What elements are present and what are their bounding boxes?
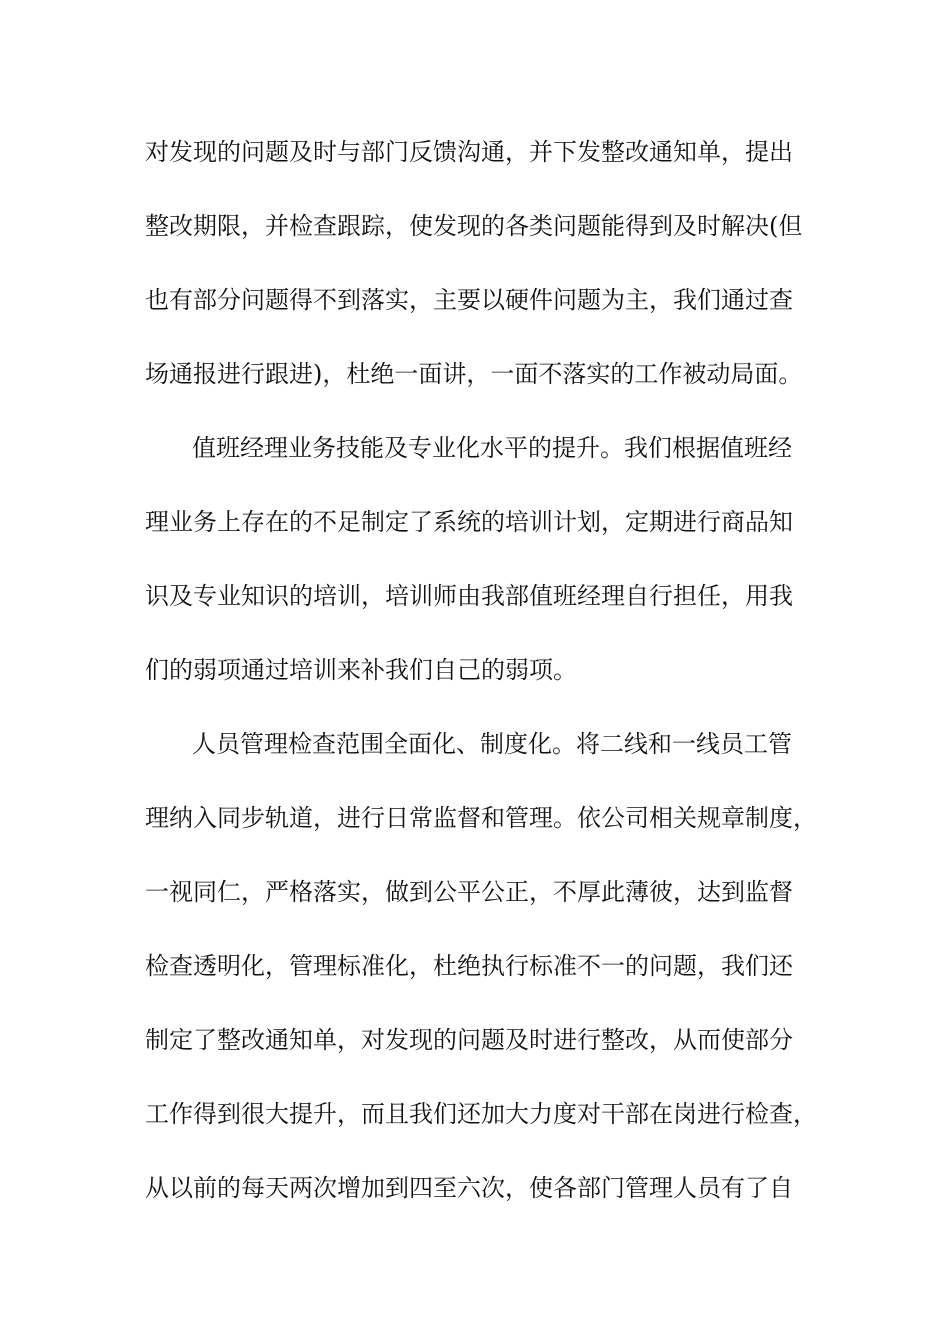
paragraph-line: 识及专业知识的培训，培训师由我部值班经理自行担任，用我 <box>145 582 793 610</box>
paragraph-line: 理纳入同步轨道，进行日常监督和管理。依公司相关规章制度， <box>145 804 817 832</box>
paragraph-line: 制定了整改通知单，对发现的问题及时进行整改，从而使部分 <box>145 1026 793 1054</box>
paragraph-line: 检查透明化，管理标准化，杜绝执行标准不一的问题，我们还 <box>145 952 793 980</box>
paragraph-line: 一视同仁，严格落实，做到公平公正，不厚此薄彼，达到监督 <box>145 878 793 906</box>
paragraph-line: 从以前的每天两次增加到四至六次，使各部门管理人员有了自 <box>145 1174 793 1202</box>
paragraph-line: 工作得到很大提升，而且我们还加大力度对干部在岗进行检查， <box>145 1100 817 1128</box>
paragraph-line: 值班经理业务技能及专业化水平的提升。我们根据值班经 <box>192 434 792 462</box>
paragraph-line: 也有部分问题得不到落实，主要以硬件问题为主，我们通过查 <box>145 286 793 314</box>
paragraph-line: 们的弱项通过培训来补我们自己的弱项。 <box>145 656 577 684</box>
paragraph-line: 人员管理检查范围全面化、制度化。将二线和一线员工管 <box>192 730 792 758</box>
paragraph-line: 整改期限，并检查跟踪，使发现的各类问题能得到及时解决(但 <box>145 212 803 240</box>
paragraph-line: 对发现的问题及时与部门反馈沟通，并下发整改通知单，提出 <box>145 138 793 166</box>
paragraph-line: 理业务上存在的不足制定了系统的培训计划，定期进行商品知 <box>145 508 793 536</box>
paragraph-line: 场通报进行跟进)，杜绝一面讲，一面不落实的工作被动局面。 <box>145 360 803 388</box>
